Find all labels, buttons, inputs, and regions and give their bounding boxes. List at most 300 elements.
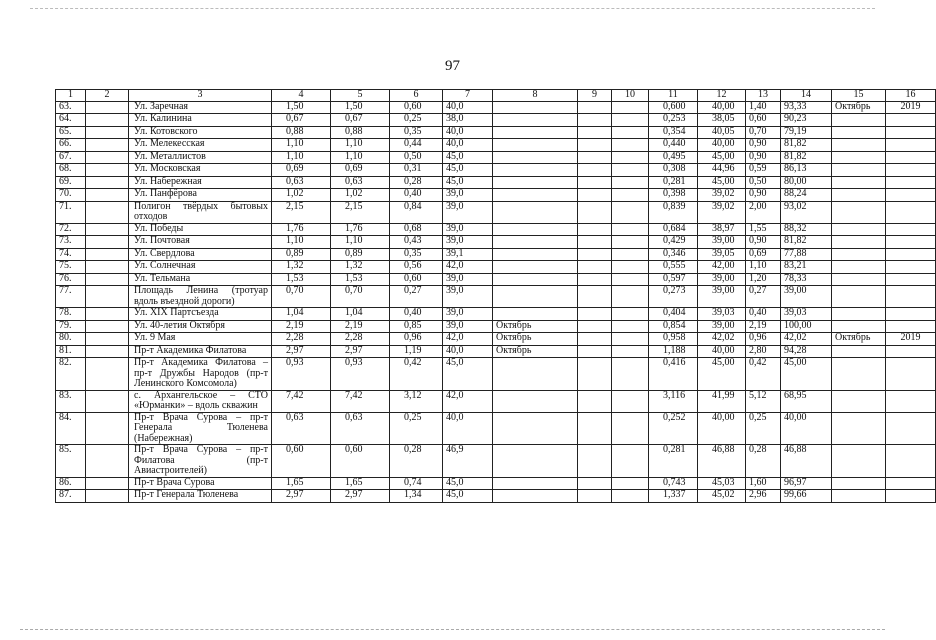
- street-name-cell: Ул. XIX Партсъезда: [129, 308, 272, 321]
- value-cell: Октябрь: [493, 333, 578, 346]
- value-cell: [886, 358, 936, 391]
- value-cell: 2,00: [746, 201, 781, 223]
- value-cell: 39,1: [443, 248, 493, 261]
- empty-cell: [86, 477, 129, 490]
- empty-cell: [86, 333, 129, 346]
- value-cell: 0,84: [390, 201, 443, 223]
- value-cell: 0,308: [649, 164, 698, 177]
- table-row: [56, 223, 936, 236]
- table-row: [56, 189, 936, 202]
- empty-cell: [86, 189, 129, 202]
- value-cell: 1,53: [272, 273, 331, 286]
- empty-cell: [578, 273, 612, 286]
- value-cell: 2,28: [272, 333, 331, 346]
- value-cell: 0,96: [390, 333, 443, 346]
- empty-cell: [578, 201, 612, 223]
- column-header: 5: [331, 90, 390, 102]
- value-cell: 38,0: [443, 114, 493, 127]
- value-cell: 1,04: [272, 308, 331, 321]
- value-cell: 81,82: [781, 151, 832, 164]
- value-cell: 1,188: [649, 345, 698, 358]
- empty-cell: [578, 412, 612, 445]
- value-cell: 0,854: [649, 320, 698, 333]
- empty-cell: [612, 358, 649, 391]
- empty-cell: [578, 358, 612, 391]
- value-cell: 0,60: [746, 114, 781, 127]
- value-cell: 0,60: [331, 445, 390, 478]
- empty-cell: [612, 261, 649, 274]
- value-cell: 1,32: [272, 261, 331, 274]
- value-cell: 1,40: [746, 101, 781, 114]
- row-number-cell: 75.: [56, 261, 86, 274]
- value-cell: 78,33: [781, 273, 832, 286]
- street-name-cell: Ул. Заречная: [129, 101, 272, 114]
- street-name-cell: Ул. Московская: [129, 164, 272, 177]
- value-cell: 100,00: [781, 320, 832, 333]
- value-cell: 0,50: [746, 176, 781, 189]
- empty-cell: [86, 223, 129, 236]
- street-name-cell: Ул. Панфёрова: [129, 189, 272, 202]
- value-cell: [493, 477, 578, 490]
- value-cell: 1,19: [390, 345, 443, 358]
- value-cell: 0,90: [746, 139, 781, 152]
- value-cell: 1,10: [331, 139, 390, 152]
- street-name-cell: Ул. Почтовая: [129, 236, 272, 249]
- empty-cell: [86, 286, 129, 308]
- value-cell: 0,25: [390, 412, 443, 445]
- empty-cell: [86, 126, 129, 139]
- street-name-cell: Ул. Свердлова: [129, 248, 272, 261]
- data-table: [55, 89, 936, 503]
- value-cell: 46,9: [443, 445, 493, 478]
- value-cell: 39,05: [698, 248, 746, 261]
- value-cell: [832, 164, 886, 177]
- value-cell: [886, 477, 936, 490]
- value-cell: 0,354: [649, 126, 698, 139]
- value-cell: 39,00: [698, 236, 746, 249]
- value-cell: 0,63: [331, 412, 390, 445]
- empty-cell: [612, 445, 649, 478]
- value-cell: 42,0: [443, 333, 493, 346]
- row-number-cell: 85.: [56, 445, 86, 478]
- empty-cell: [86, 490, 129, 503]
- column-header: 3: [129, 90, 272, 102]
- value-cell: 45,00: [698, 358, 746, 391]
- table-row: [56, 477, 936, 490]
- value-cell: 45,0: [443, 358, 493, 391]
- value-cell: 0,69: [272, 164, 331, 177]
- empty-cell: [86, 445, 129, 478]
- row-number-cell: 72.: [56, 223, 86, 236]
- value-cell: 7,42: [331, 390, 390, 412]
- value-cell: 2,15: [331, 201, 390, 223]
- empty-cell: [578, 101, 612, 114]
- value-cell: 2,19: [331, 320, 390, 333]
- value-cell: [832, 345, 886, 358]
- empty-cell: [578, 308, 612, 321]
- value-cell: 1,53: [331, 273, 390, 286]
- value-cell: 2,15: [272, 201, 331, 223]
- value-cell: 0,281: [649, 445, 698, 478]
- value-cell: 44,96: [698, 164, 746, 177]
- value-cell: [832, 201, 886, 223]
- value-cell: [832, 151, 886, 164]
- empty-cell: [612, 126, 649, 139]
- value-cell: [886, 176, 936, 189]
- street-name-cell: Площадь Ленина (тротуар вдоль въездной дороги): [129, 286, 272, 308]
- value-cell: 40,0: [443, 139, 493, 152]
- row-number-cell: 79.: [56, 320, 86, 333]
- row-number-cell: 78.: [56, 308, 86, 321]
- value-cell: 0,416: [649, 358, 698, 391]
- empty-cell: [578, 248, 612, 261]
- scan-artifact-top: [30, 8, 875, 10]
- value-cell: [832, 390, 886, 412]
- value-cell: 40,00: [698, 101, 746, 114]
- value-cell: 39,0: [443, 320, 493, 333]
- column-header: 9: [578, 90, 612, 102]
- value-cell: 0,68: [390, 223, 443, 236]
- value-cell: [886, 273, 936, 286]
- value-cell: [832, 308, 886, 321]
- table-row: [56, 114, 936, 127]
- value-cell: 96,97: [781, 477, 832, 490]
- empty-cell: [86, 164, 129, 177]
- value-cell: [886, 223, 936, 236]
- empty-cell: [578, 320, 612, 333]
- value-cell: 1,02: [272, 189, 331, 202]
- table-body: [56, 90, 936, 503]
- row-number-cell: 67.: [56, 151, 86, 164]
- value-cell: [832, 445, 886, 478]
- value-cell: 1,32: [331, 261, 390, 274]
- value-cell: [886, 308, 936, 321]
- value-cell: 0,60: [272, 445, 331, 478]
- row-number-cell: 76.: [56, 273, 86, 286]
- value-cell: 0,839: [649, 201, 698, 223]
- value-cell: 79,19: [781, 126, 832, 139]
- value-cell: 46,88: [698, 445, 746, 478]
- value-cell: 0,89: [272, 248, 331, 261]
- row-number-cell: 80.: [56, 333, 86, 346]
- value-cell: [493, 248, 578, 261]
- row-number-cell: 82.: [56, 358, 86, 391]
- value-cell: 86,13: [781, 164, 832, 177]
- value-cell: 0,600: [649, 101, 698, 114]
- column-header: 1: [56, 90, 86, 102]
- column-header: 7: [443, 90, 493, 102]
- street-name-cell: Ул. Тельмана: [129, 273, 272, 286]
- value-cell: 45,0: [443, 151, 493, 164]
- value-cell: 0,93: [272, 358, 331, 391]
- table-row: [56, 176, 936, 189]
- table-row: [56, 286, 936, 308]
- empty-cell: [612, 151, 649, 164]
- value-cell: 0,90: [746, 151, 781, 164]
- value-cell: [493, 412, 578, 445]
- empty-cell: [612, 236, 649, 249]
- value-cell: 0,93: [331, 358, 390, 391]
- street-name-cell: Ул. Котовского: [129, 126, 272, 139]
- value-cell: 80,00: [781, 176, 832, 189]
- value-cell: 81,82: [781, 139, 832, 152]
- value-cell: 39,00: [781, 286, 832, 308]
- value-cell: 0,25: [390, 114, 443, 127]
- street-name-cell: Ул. Металлистов: [129, 151, 272, 164]
- value-cell: 1,10: [331, 151, 390, 164]
- empty-cell: [578, 445, 612, 478]
- table-row: [56, 308, 936, 321]
- value-cell: 0,273: [649, 286, 698, 308]
- value-cell: 0,63: [331, 176, 390, 189]
- value-cell: [886, 126, 936, 139]
- column-header: 8: [493, 90, 578, 102]
- value-cell: 45,00: [698, 151, 746, 164]
- column-header: 12: [698, 90, 746, 102]
- value-cell: 39,0: [443, 308, 493, 321]
- empty-cell: [578, 164, 612, 177]
- empty-cell: [578, 333, 612, 346]
- empty-cell: [612, 477, 649, 490]
- value-cell: [886, 151, 936, 164]
- value-cell: 81,82: [781, 236, 832, 249]
- value-cell: [832, 412, 886, 445]
- value-cell: 0,743: [649, 477, 698, 490]
- value-cell: [832, 358, 886, 391]
- value-cell: [832, 490, 886, 503]
- value-cell: [886, 201, 936, 223]
- row-number-cell: 68.: [56, 164, 86, 177]
- empty-cell: [578, 261, 612, 274]
- value-cell: 0,88: [331, 126, 390, 139]
- empty-cell: [86, 358, 129, 391]
- value-cell: [493, 176, 578, 189]
- value-cell: [832, 189, 886, 202]
- value-cell: 0,253: [649, 114, 698, 127]
- street-name-cell: Ул. Мелекесская: [129, 139, 272, 152]
- row-number-cell: 70.: [56, 189, 86, 202]
- row-number-cell: 65.: [56, 126, 86, 139]
- value-cell: Октябрь: [832, 333, 886, 346]
- row-number-cell: 64.: [56, 114, 86, 127]
- empty-cell: [612, 189, 649, 202]
- empty-cell: [86, 308, 129, 321]
- value-cell: 1,10: [331, 236, 390, 249]
- value-cell: 0,67: [331, 114, 390, 127]
- value-cell: 40,0: [443, 126, 493, 139]
- value-cell: [832, 477, 886, 490]
- empty-cell: [612, 345, 649, 358]
- empty-cell: [612, 201, 649, 223]
- value-cell: 0,74: [390, 477, 443, 490]
- value-cell: 0,27: [390, 286, 443, 308]
- value-cell: 0,429: [649, 236, 698, 249]
- empty-cell: [578, 176, 612, 189]
- value-cell: [832, 223, 886, 236]
- value-cell: 1,55: [746, 223, 781, 236]
- value-cell: [886, 164, 936, 177]
- empty-cell: [578, 223, 612, 236]
- value-cell: 0,42: [746, 358, 781, 391]
- value-cell: [832, 286, 886, 308]
- value-cell: 0,495: [649, 151, 698, 164]
- value-cell: 2,28: [331, 333, 390, 346]
- value-cell: 1,20: [746, 273, 781, 286]
- table-row: [56, 320, 936, 333]
- empty-cell: [86, 176, 129, 189]
- empty-cell: [612, 248, 649, 261]
- value-cell: 0,346: [649, 248, 698, 261]
- value-cell: [886, 412, 936, 445]
- value-cell: 1,10: [272, 236, 331, 249]
- value-cell: 1,10: [746, 261, 781, 274]
- value-cell: 88,32: [781, 223, 832, 236]
- table-row: [56, 101, 936, 114]
- value-cell: 45,0: [443, 164, 493, 177]
- empty-cell: [612, 273, 649, 286]
- value-cell: 0,60: [390, 273, 443, 286]
- value-cell: 42,0: [443, 390, 493, 412]
- row-number-cell: 86.: [56, 477, 86, 490]
- value-cell: 40,00: [781, 412, 832, 445]
- empty-cell: [86, 261, 129, 274]
- value-cell: 3,12: [390, 390, 443, 412]
- value-cell: 0,90: [746, 236, 781, 249]
- value-cell: [493, 223, 578, 236]
- value-cell: Октябрь: [493, 345, 578, 358]
- empty-cell: [612, 412, 649, 445]
- value-cell: 0,59: [746, 164, 781, 177]
- street-name-cell: Ул. Набережная: [129, 176, 272, 189]
- street-name-cell: Пр-т Врача Сурова – пр-т Филатова (пр-т Авиастроителей): [129, 445, 272, 478]
- value-cell: 0,90: [746, 189, 781, 202]
- value-cell: [832, 176, 886, 189]
- value-cell: 2,19: [746, 320, 781, 333]
- value-cell: 0,35: [390, 126, 443, 139]
- value-cell: 93,33: [781, 101, 832, 114]
- value-cell: 0,50: [390, 151, 443, 164]
- value-cell: 0,40: [390, 189, 443, 202]
- empty-cell: [612, 101, 649, 114]
- value-cell: 39,00: [698, 273, 746, 286]
- value-cell: 0,42: [390, 358, 443, 391]
- value-cell: 1,76: [272, 223, 331, 236]
- street-name-cell: с. Архангельское – СТО «Юрманки» – вдоль скважин: [129, 390, 272, 412]
- value-cell: 39,02: [698, 189, 746, 202]
- value-cell: [493, 286, 578, 308]
- empty-cell: [86, 390, 129, 412]
- empty-cell: [578, 286, 612, 308]
- value-cell: 0,25: [746, 412, 781, 445]
- street-name-cell: Пр-т Академика Филатова: [129, 345, 272, 358]
- value-cell: 0,88: [272, 126, 331, 139]
- value-cell: 0,70: [272, 286, 331, 308]
- value-cell: 2019: [886, 333, 936, 346]
- value-cell: 0,31: [390, 164, 443, 177]
- empty-cell: [612, 286, 649, 308]
- empty-cell: [578, 189, 612, 202]
- street-name-cell: Ул. Победы: [129, 223, 272, 236]
- value-cell: 99,66: [781, 490, 832, 503]
- value-cell: [886, 248, 936, 261]
- value-cell: 0,281: [649, 176, 698, 189]
- value-cell: 1,10: [272, 139, 331, 152]
- empty-cell: [612, 320, 649, 333]
- value-cell: 42,00: [698, 261, 746, 274]
- row-number-cell: 83.: [56, 390, 86, 412]
- table-row: [56, 261, 936, 274]
- empty-cell: [578, 114, 612, 127]
- value-cell: 45,03: [698, 477, 746, 490]
- value-cell: [886, 236, 936, 249]
- value-cell: 0,43: [390, 236, 443, 249]
- value-cell: [886, 139, 936, 152]
- table-row: [56, 236, 936, 249]
- value-cell: 2,97: [272, 490, 331, 503]
- empty-cell: [612, 490, 649, 503]
- value-cell: 40,00: [698, 345, 746, 358]
- table-row: [56, 345, 936, 358]
- value-cell: [493, 126, 578, 139]
- value-cell: [832, 139, 886, 152]
- table-row: [56, 445, 936, 478]
- value-cell: 1,02: [331, 189, 390, 202]
- value-cell: 39,0: [443, 189, 493, 202]
- value-cell: 0,89: [331, 248, 390, 261]
- empty-cell: [86, 320, 129, 333]
- value-cell: 1,65: [272, 477, 331, 490]
- value-cell: 0,40: [746, 308, 781, 321]
- scan-artifact-bottom: [20, 629, 885, 631]
- value-cell: 2,96: [746, 490, 781, 503]
- value-cell: 90,23: [781, 114, 832, 127]
- row-number-cell: 69.: [56, 176, 86, 189]
- value-cell: [886, 320, 936, 333]
- value-cell: 42,02: [698, 333, 746, 346]
- empty-cell: [612, 164, 649, 177]
- street-name-cell: Пр-т Академика Филатова – пр-т Дружбы Народов (пр-т Ленинского Комсомола): [129, 358, 272, 391]
- value-cell: 40,00: [698, 412, 746, 445]
- empty-cell: [612, 308, 649, 321]
- value-cell: 38,97: [698, 223, 746, 236]
- value-cell: [493, 201, 578, 223]
- empty-cell: [612, 390, 649, 412]
- value-cell: 3,116: [649, 390, 698, 412]
- value-cell: [886, 261, 936, 274]
- row-number-cell: 84.: [56, 412, 86, 445]
- value-cell: 0,96: [746, 333, 781, 346]
- table-row: [56, 248, 936, 261]
- value-cell: 0,60: [390, 101, 443, 114]
- value-cell: 0,63: [272, 176, 331, 189]
- value-cell: 0,252: [649, 412, 698, 445]
- value-cell: 1,65: [331, 477, 390, 490]
- empty-cell: [86, 248, 129, 261]
- value-cell: 0,40: [390, 308, 443, 321]
- empty-cell: [578, 236, 612, 249]
- value-cell: 0,555: [649, 261, 698, 274]
- table-row: [56, 333, 936, 346]
- row-number-cell: 77.: [56, 286, 86, 308]
- value-cell: [493, 308, 578, 321]
- empty-cell: [86, 201, 129, 223]
- value-cell: 0,28: [390, 445, 443, 478]
- value-cell: 1,10: [272, 151, 331, 164]
- value-cell: 40,0: [443, 345, 493, 358]
- value-cell: [493, 390, 578, 412]
- header-row: [56, 90, 936, 102]
- value-cell: 1,04: [331, 308, 390, 321]
